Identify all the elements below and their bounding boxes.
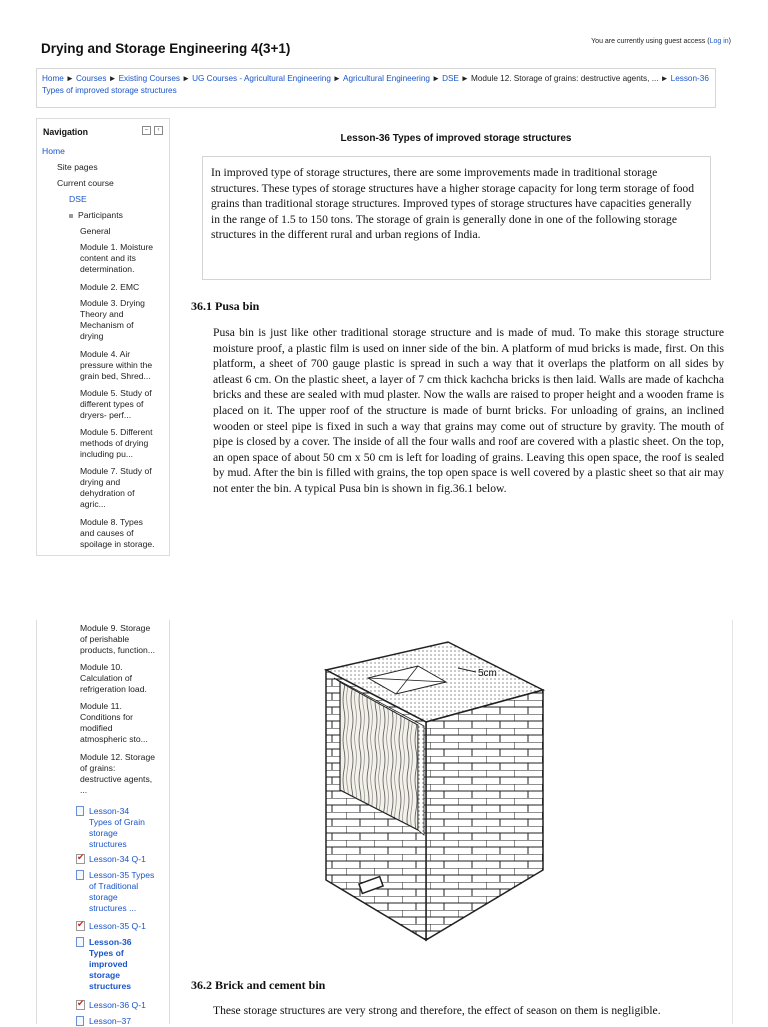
nav-course-dse[interactable]: DSE — [69, 194, 87, 204]
nav-lesson-34[interactable]: Lesson-34 Types of Grain storage structures — [76, 806, 145, 850]
breadcrumb-current-lesson[interactable]: Lesson-36 Types of improved storage structures — [42, 74, 709, 95]
breadcrumb-existing-courses[interactable]: Existing Courses — [118, 74, 180, 83]
quiz-icon — [76, 1000, 85, 1010]
nav-module-4[interactable]: Module 4. Air pressure within the grain bed, Shred... — [80, 349, 153, 381]
nav-module-5b[interactable]: Module 5. Different methods of drying including pu... — [80, 427, 153, 459]
breadcrumb-dse[interactable]: DSE — [442, 74, 459, 83]
breadcrumb-separator: ► — [460, 74, 470, 83]
breadcrumb-courses[interactable]: Courses — [75, 74, 107, 83]
nav-current-course[interactable]: Current course — [57, 178, 114, 188]
nav-module-5a[interactable]: Module 5. Study of different types of dryers- perf... — [80, 388, 152, 420]
nav-module-9[interactable]: Module 9. Storage of perishable products, function... — [80, 623, 155, 655]
bullet-icon — [69, 214, 73, 218]
page-icon — [76, 870, 84, 880]
lesson-title: Lesson-36 Types of improved storage structures — [340, 133, 572, 144]
nav-lesson-36-current[interactable]: Lesson-36 Types of improved storage structures — [76, 937, 132, 992]
breadcrumb-agricultural-engineering[interactable]: Agricultural Engineering — [343, 74, 430, 83]
breadcrumb-separator: ► — [660, 74, 669, 83]
breadcrumb-separator: ► — [431, 74, 441, 83]
section-heading-pusa-bin: 36.1 Pusa bin — [191, 299, 260, 313]
nav-lesson-37[interactable]: Lesson–37 — [76, 1016, 131, 1027]
nav-general[interactable]: General — [80, 226, 111, 236]
page-icon — [76, 937, 84, 947]
login-note: You are currently using guest access (Log in) — [591, 38, 731, 45]
nav-participants[interactable] — [69, 210, 123, 221]
nav-module-1[interactable]: Module 1. Moisture content and its determination. — [80, 242, 154, 274]
collapse-icon[interactable]: – — [142, 126, 151, 135]
breadcrumb-module: Module 12. Storage of grains: destructive agents, ... — [471, 74, 659, 83]
section-text-brick-cement-bin: These storage structures are very strong and therefore, the effect of season on them is negligible. — [213, 1004, 661, 1017]
breadcrumb — [36, 68, 716, 108]
nav-participants-label: Participants — [78, 210, 123, 220]
breadcrumb-ug-courses[interactable]: UG Courses - Agricultural Engineering — [192, 74, 331, 83]
page-icon — [76, 806, 84, 816]
navigation-title: Navigation — [43, 127, 88, 137]
quiz-icon — [76, 921, 85, 931]
quiz-icon — [76, 854, 85, 864]
page-icon — [76, 1016, 84, 1026]
nav-module-2[interactable]: Module 2. EMC — [80, 282, 140, 292]
navigation-block-continued — [36, 620, 170, 1024]
intro-box: In improved type of storage structures, there are some improvements made in traditional storage structures. These types of storage structures have a higher storage capacity for long term storage of food grains than traditional storage structures. Improved types of storage structures have capacities generally in the range of 1.5 to 150 tons. The storage of grain is generally done in one of the following storage structures in the different rural and urban regions of India. — [202, 156, 711, 280]
course-title: Drying and Storage Engineering 4(3+1) — [41, 41, 291, 56]
breadcrumb-separator: ► — [108, 74, 117, 83]
navigation-controls — [142, 126, 163, 135]
nav-lesson-34-quiz[interactable]: ✔ Lesson-34 Q-1 — [76, 854, 146, 865]
nav-home[interactable]: Home — [42, 146, 65, 156]
login-link[interactable]: Log in — [709, 38, 729, 45]
right-brick-wall — [426, 690, 543, 940]
nav-module-12[interactable]: Module 12. Storage of grains: destructive agents, ... — [80, 752, 156, 795]
nav-module-3[interactable]: Module 3. Drying Theory and Mechanism of drying — [80, 298, 145, 341]
nav-lesson-36-quiz[interactable]: ✔ Lesson-36 Q-1 — [76, 1000, 146, 1011]
breadcrumb-separator: ► — [65, 74, 74, 83]
navigation-block — [36, 118, 170, 556]
dock-icon[interactable]: ‹ — [154, 126, 163, 135]
nav-lesson-35-quiz[interactable]: ✔ Lesson-35 Q-1 — [76, 921, 146, 932]
dimension-label: 5cm — [478, 668, 497, 679]
breadcrumb-home[interactable]: Home — [42, 74, 64, 83]
section-text-pusa-bin: Pusa bin is just like other traditional storage structure and is made of mud. To make this storage structure moisture proof, a plastic film is used on inner side of the bin. A platform of mud bricks is made, first. On this platform, a sheet of 700 gauge plastic is spread in such a way that it overlaps the platform on all sides by atleast 6 cm. On the plastic sheet, a layer of 7 cm thick kachcha bricks is then laid. Walls are made of kachcha bricks and these are sealed with mud plaster. Now the walls are raised to proper height and a wooden frame is placed on it. The upper roof of the structure is made of burnt bricks. For unloading of grains, an inclined wooden or steel pipe is fixed in such a way that grains may come out of structure by gravity. The mouth of pipe is closed by a cover. The inside of all the four walls and roof are covered with a plastic sheet. On the top, an open space of about 50 cm x 50 cm is left for loading of grains. Leaving this open space, the roof is sealed by mud. After the bin is filled with grains, the top open space is well covered by a plastic sheet so that air may not enter the bin. A typical Pusa bin is shown in fig.36.1 below. — [213, 326, 724, 495]
section-heading-brick-cement-bin: 36.2 Brick and cement bin — [191, 978, 326, 992]
nav-module-7[interactable]: Module 7. Study of drying and dehydration of agric... — [80, 466, 152, 509]
nav-module-10[interactable]: Module 10. Calculation of refrigeration load. — [80, 662, 147, 694]
nav-module-8[interactable]: Module 8. Types and causes of spoilage in storage. — [80, 517, 155, 549]
breadcrumb-separator: ► — [332, 74, 342, 83]
breadcrumb-separator: ► — [182, 74, 191, 83]
nav-site-pages[interactable]: Site pages — [57, 162, 98, 172]
pusa-bin-figure — [318, 630, 618, 950]
nav-lesson-35[interactable]: Lesson-35 Types of Traditional storage structures ... — [76, 870, 154, 914]
nav-module-11[interactable]: Module 11. Conditions for modified atmospheric sto... — [80, 701, 148, 744]
